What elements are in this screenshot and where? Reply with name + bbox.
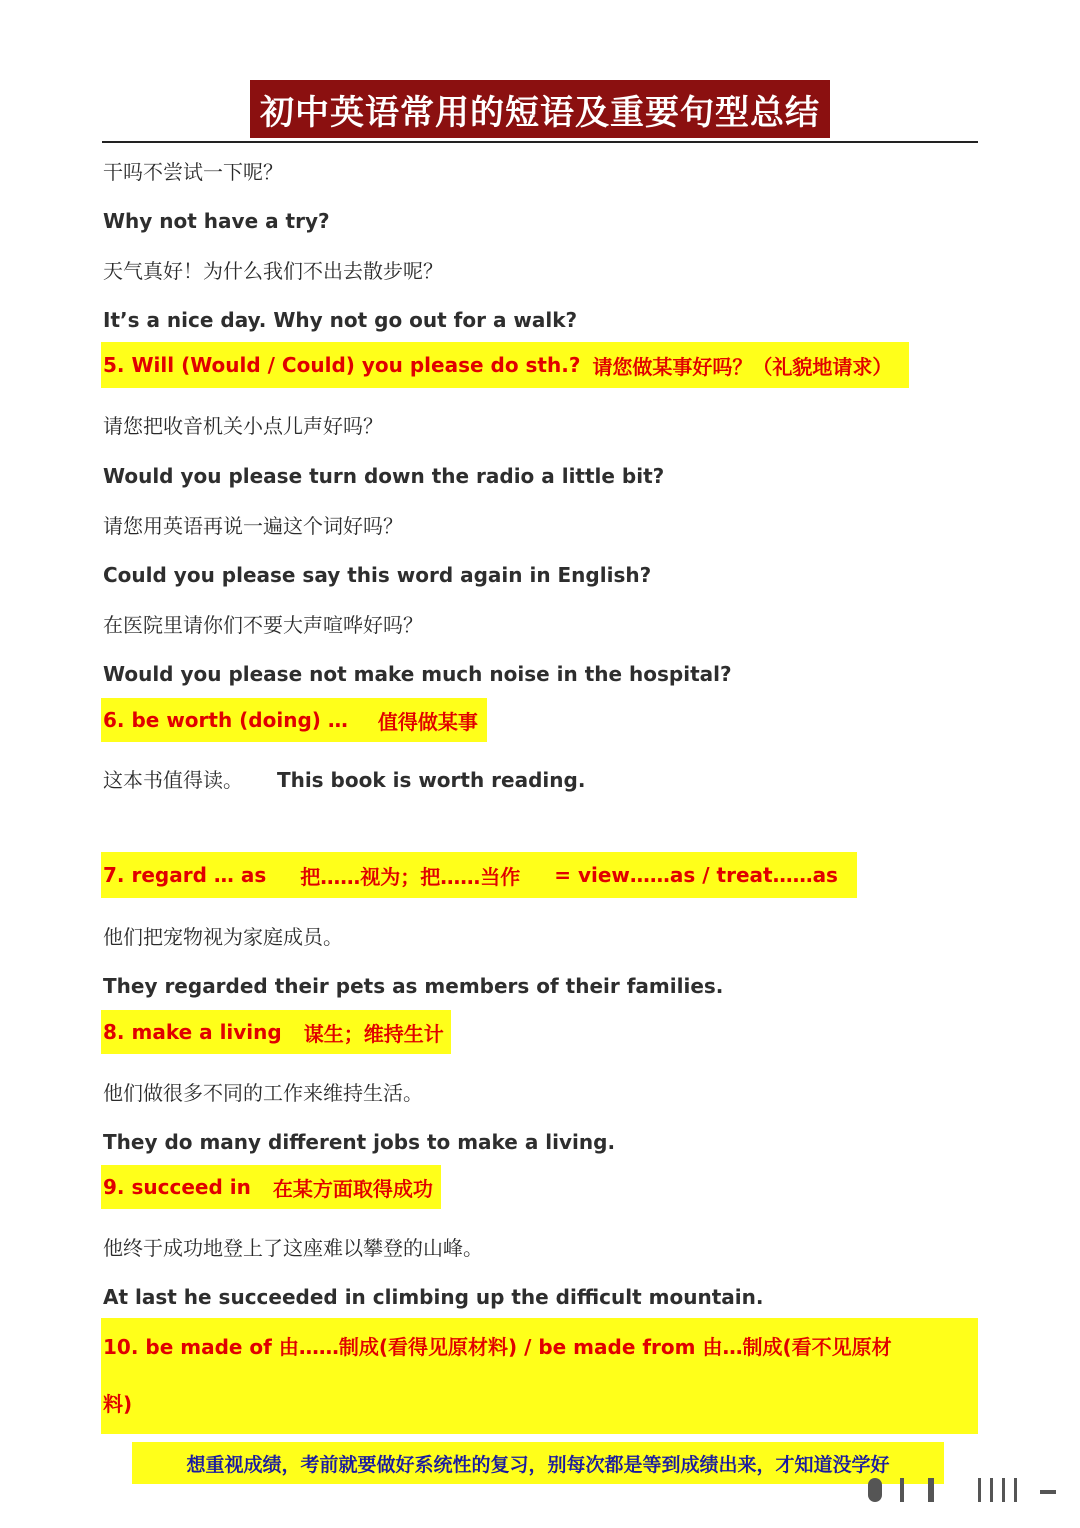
- phrase-8-chinese: 谋生；维持生计: [303, 1021, 444, 1046]
- example-cn-4: 请您用英语再说一遍这个词好吗？: [103, 514, 403, 538]
- title-divider: [102, 141, 978, 143]
- phrase-heading-8: [101, 1010, 451, 1054]
- example-cn-2: 天气真好！为什么我们不出去散步呢？: [103, 259, 443, 283]
- example-cn-6: 这本书值得读。: [103, 768, 243, 792]
- phrase-9-chinese: 在某方面取得成功: [272, 1176, 433, 1201]
- watermark-glyph: [990, 1478, 993, 1502]
- watermark-glyph: [978, 1478, 981, 1502]
- phrase-9-english: 9. succeed in: [103, 1175, 251, 1199]
- watermark-glyph: [900, 1478, 904, 1502]
- page-title: 初中英语常用的短语及重要句型总结: [260, 92, 820, 133]
- example-en-1: Why not have a try?: [103, 209, 330, 233]
- title-banner: [250, 80, 830, 138]
- phrase-7-english: 7. regard … as: [103, 863, 267, 887]
- watermark-glyph: [928, 1478, 934, 1502]
- phrase-7-chinese: 把……视为；把……当作: [300, 864, 521, 889]
- example-cn-3: 请您把收音机关小点儿声好吗？: [103, 414, 383, 438]
- example-cn-1: 干吗不尝试一下呢？: [103, 160, 283, 184]
- phrase-heading-5: [101, 342, 909, 388]
- example-en-2: It’s a nice day. Why not go out for a walk?: [103, 308, 578, 332]
- example-en-8: They do many different jobs to make a living.: [103, 1130, 616, 1154]
- example-en-7: They regarded their pets as members of their families.: [103, 974, 724, 998]
- watermark-glyph: [1040, 1490, 1056, 1494]
- phrase-10-line-1: 10. be made of 由……制成(看得见原材料) / be made from 由…制成(看不见原材: [103, 1335, 892, 1359]
- example-en-6: This book is worth reading.: [276, 768, 586, 792]
- example-cn-7: 他们把宠物视为家庭成员。: [103, 925, 343, 949]
- example-en-9: At last he succeeded in climbing up the difficult mountain.: [103, 1285, 764, 1309]
- phrase-heading-6: [101, 698, 487, 742]
- watermark-glyph: [1002, 1478, 1005, 1502]
- example-en-4: Could you please say this word again in English?: [103, 563, 652, 587]
- footer-note: 想重视成绩，考前就要做好系统性的复习，别每次都是等到成绩出来，才知道没学好: [186, 1453, 890, 1476]
- phrase-5-english: 5. Will (Would / Could) you please do sth.?: [103, 353, 581, 377]
- phrase-6-english: 6. be worth (doing) …: [103, 708, 348, 732]
- footer-banner: [132, 1442, 944, 1484]
- example-cn-8: 他们做很多不同的工作来维持生活。: [103, 1081, 423, 1105]
- phrase-7-equivalent: = view……as / treat……as: [554, 863, 838, 887]
- phrase-6-chinese: 值得做某事: [377, 709, 478, 734]
- example-en-5: Would you please not make much noise in the hospital?: [103, 662, 732, 686]
- watermark-glyph: [868, 1478, 882, 1502]
- example-en-3: Would you please turn down the radio a little bit?: [103, 464, 665, 488]
- phrase-heading-9: [101, 1165, 441, 1209]
- phrase-heading-7: [101, 852, 857, 898]
- phrase-8-english: 8. make a living: [103, 1020, 282, 1044]
- example-line-6: [103, 766, 585, 794]
- phrase-10-line-2: 料): [103, 1392, 133, 1416]
- phrase-5-chinese: 请您做某事好吗？（礼貌地请求）: [592, 354, 893, 379]
- example-cn-9: 他终于成功地登上了这座难以攀登的山峰。: [103, 1236, 483, 1260]
- example-cn-5: 在医院里请你们不要大声喧哗好吗？: [103, 613, 423, 637]
- watermark-glyph: [1014, 1478, 1017, 1502]
